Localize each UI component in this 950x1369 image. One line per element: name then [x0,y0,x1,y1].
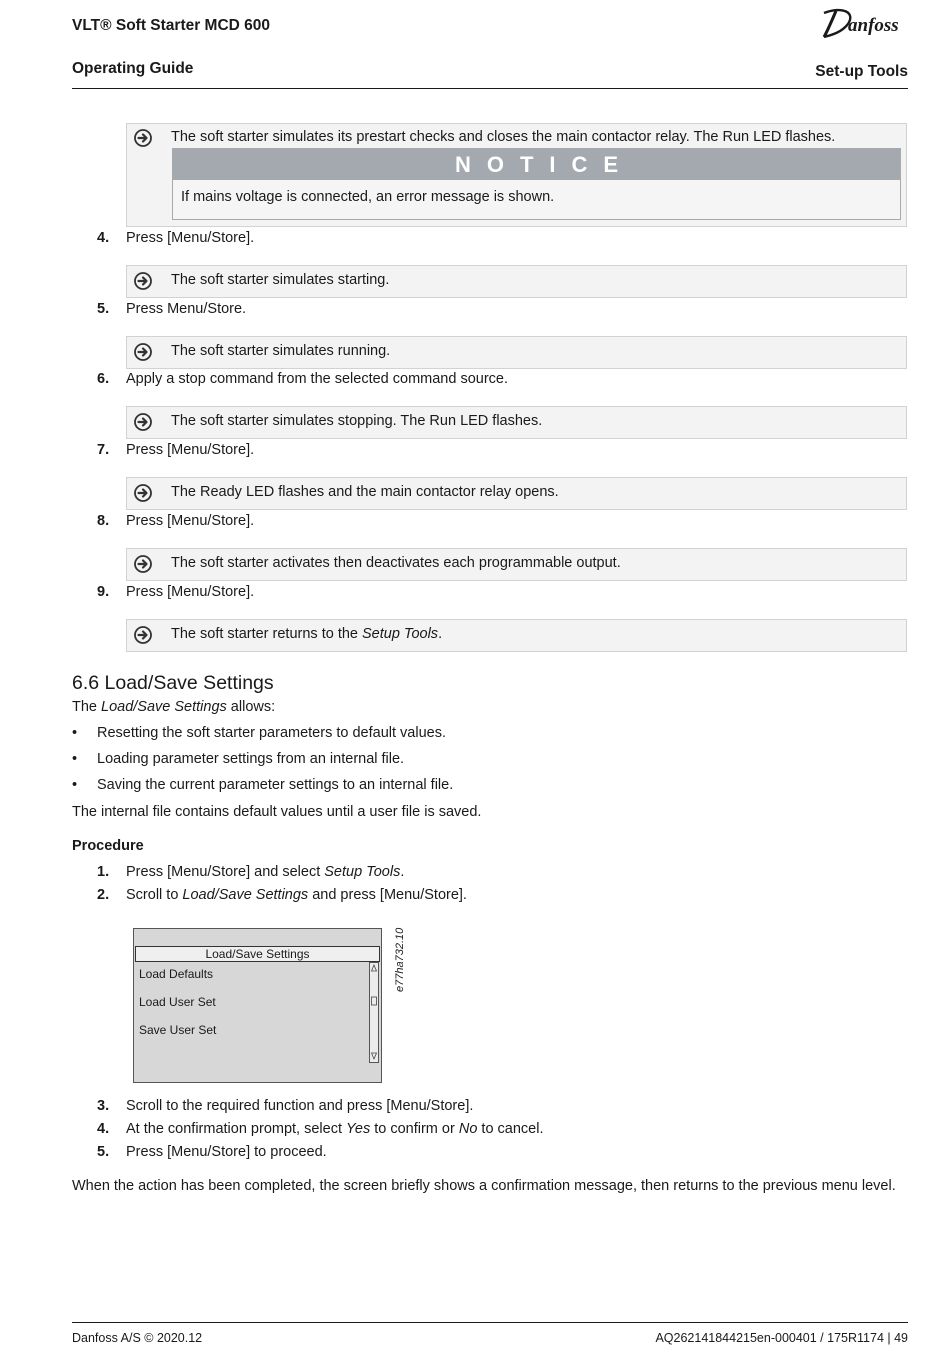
step-result [126,477,907,510]
step-result [126,619,907,652]
footer-rule [72,1322,908,1323]
scroll-thumb [372,997,377,1005]
internal-file-note: The internal file contains default values until a user file is saved. [72,804,482,820]
step-text: Scroll to the required function and press [Menu/Store]. [126,1098,474,1114]
svg-text:anfoss: anfoss [848,15,899,36]
step-result [126,406,907,439]
lcd-screen-figure [133,928,382,1083]
arrow-circle-right-icon [134,343,152,361]
result-text: The soft starter simulates running. [171,343,391,359]
step-number: 4. [97,230,110,246]
step-text: Press [Menu/Store] and select Setup Tools. [126,864,405,880]
arrow-circle-right-icon [134,272,152,290]
step-result [126,548,907,581]
procedure-heading: Procedure [72,838,144,854]
notice-text: If mains voltage is connected, an error message is shown. [181,189,555,205]
step-result [126,336,907,369]
step-text: At the confirmation prompt, select Yes to confirm or No to cancel. [126,1121,544,1137]
step-text: Press [Menu/Store]. [126,584,255,600]
danfoss-logo [822,4,912,40]
step-text: Press [Menu/Store] to proceed. [126,1144,327,1160]
step-number: 1. [97,864,110,880]
arrow-circle-right-icon [134,555,152,573]
section-title: 6.6 Load/Save Settings [72,672,274,694]
step-number: 3. [97,1098,110,1114]
bullet-dot: • [72,725,78,741]
bullet-dot: • [72,751,78,767]
footer-doc-id: AQ262141844215en-000401 / 175R1174 | 49 [655,1331,908,1345]
step-text: Press [Menu/Store]. [126,513,255,529]
step-number: 6. [97,371,110,387]
arrow-circle-right-icon [134,129,152,147]
step-number: 2. [97,887,110,903]
notice-box [172,148,901,220]
result-text: The soft starter returns to the Setup Tools. [171,626,443,642]
notice-heading: NOTICE [173,149,900,180]
step-text: Apply a stop command from the selected command source. [126,371,509,387]
result-text: The soft starter activates then deactivates each programmable output. [171,555,621,571]
step-text: Press [Menu/Store]. [126,230,255,246]
lcd-scrollbar [369,962,379,1063]
arrow-circle-right-icon [134,626,152,644]
bullet-item: Saving the current parameter settings to an internal file. [97,777,454,793]
header-rule [72,88,908,89]
bullet-item: Loading parameter settings from an internal file. [97,751,405,767]
footer-copyright: Danfoss A/S © 2020.12 [72,1331,203,1345]
scroll-up-icon [372,965,377,971]
arrow-circle-right-icon [134,484,152,502]
step-number: 5. [97,301,110,317]
step-text: Press Menu/Store. [126,301,247,317]
chapter-title: Set-up Tools [815,63,908,80]
lcd-menu-item: Save User Set [139,1023,217,1037]
lcd-title: Load/Save Settings [135,946,380,962]
lcd-menu-item: Load User Set [139,995,216,1009]
step-number: 9. [97,584,110,600]
lcd-menu-item: Load Defaults [139,967,214,981]
section-intro: The Load/Save Settings allows: [72,699,276,715]
bullet-dot: • [72,777,78,793]
arrow-circle-right-icon [134,413,152,431]
step-text: Press [Menu/Store]. [126,442,255,458]
document-subtitle: Operating Guide [72,60,194,77]
closing-paragraph: When the action has been completed, the screen briefly shows a confirmation message, then returns to the previous menu level. [72,1178,896,1194]
result-text: The soft starter simulates starting. [171,272,390,288]
step-number: 5. [97,1144,110,1160]
result-text: The Ready LED flashes and the main contactor relay opens. [171,484,559,500]
scroll-down-icon [372,1053,377,1059]
result-text: The soft starter simulates stopping. The Run LED flashes. [171,413,543,429]
step-number: 8. [97,513,110,529]
step-result [126,265,907,298]
document-title: VLT® Soft Starter MCD 600 [72,17,271,34]
step-number: 7. [97,442,110,458]
step-number: 4. [97,1121,110,1137]
step-result-prestart [126,123,907,227]
bullet-item: Resetting the soft starter parameters to default values. [97,725,446,741]
step-text: Scroll to Load/Save Settings and press [Menu/Store]. [126,887,467,903]
result-text: The soft starter simulates its prestart checks and closes the main contactor relay. The Run LED flashes. [171,129,836,145]
figure-code: e77ha732.10 [394,927,406,992]
